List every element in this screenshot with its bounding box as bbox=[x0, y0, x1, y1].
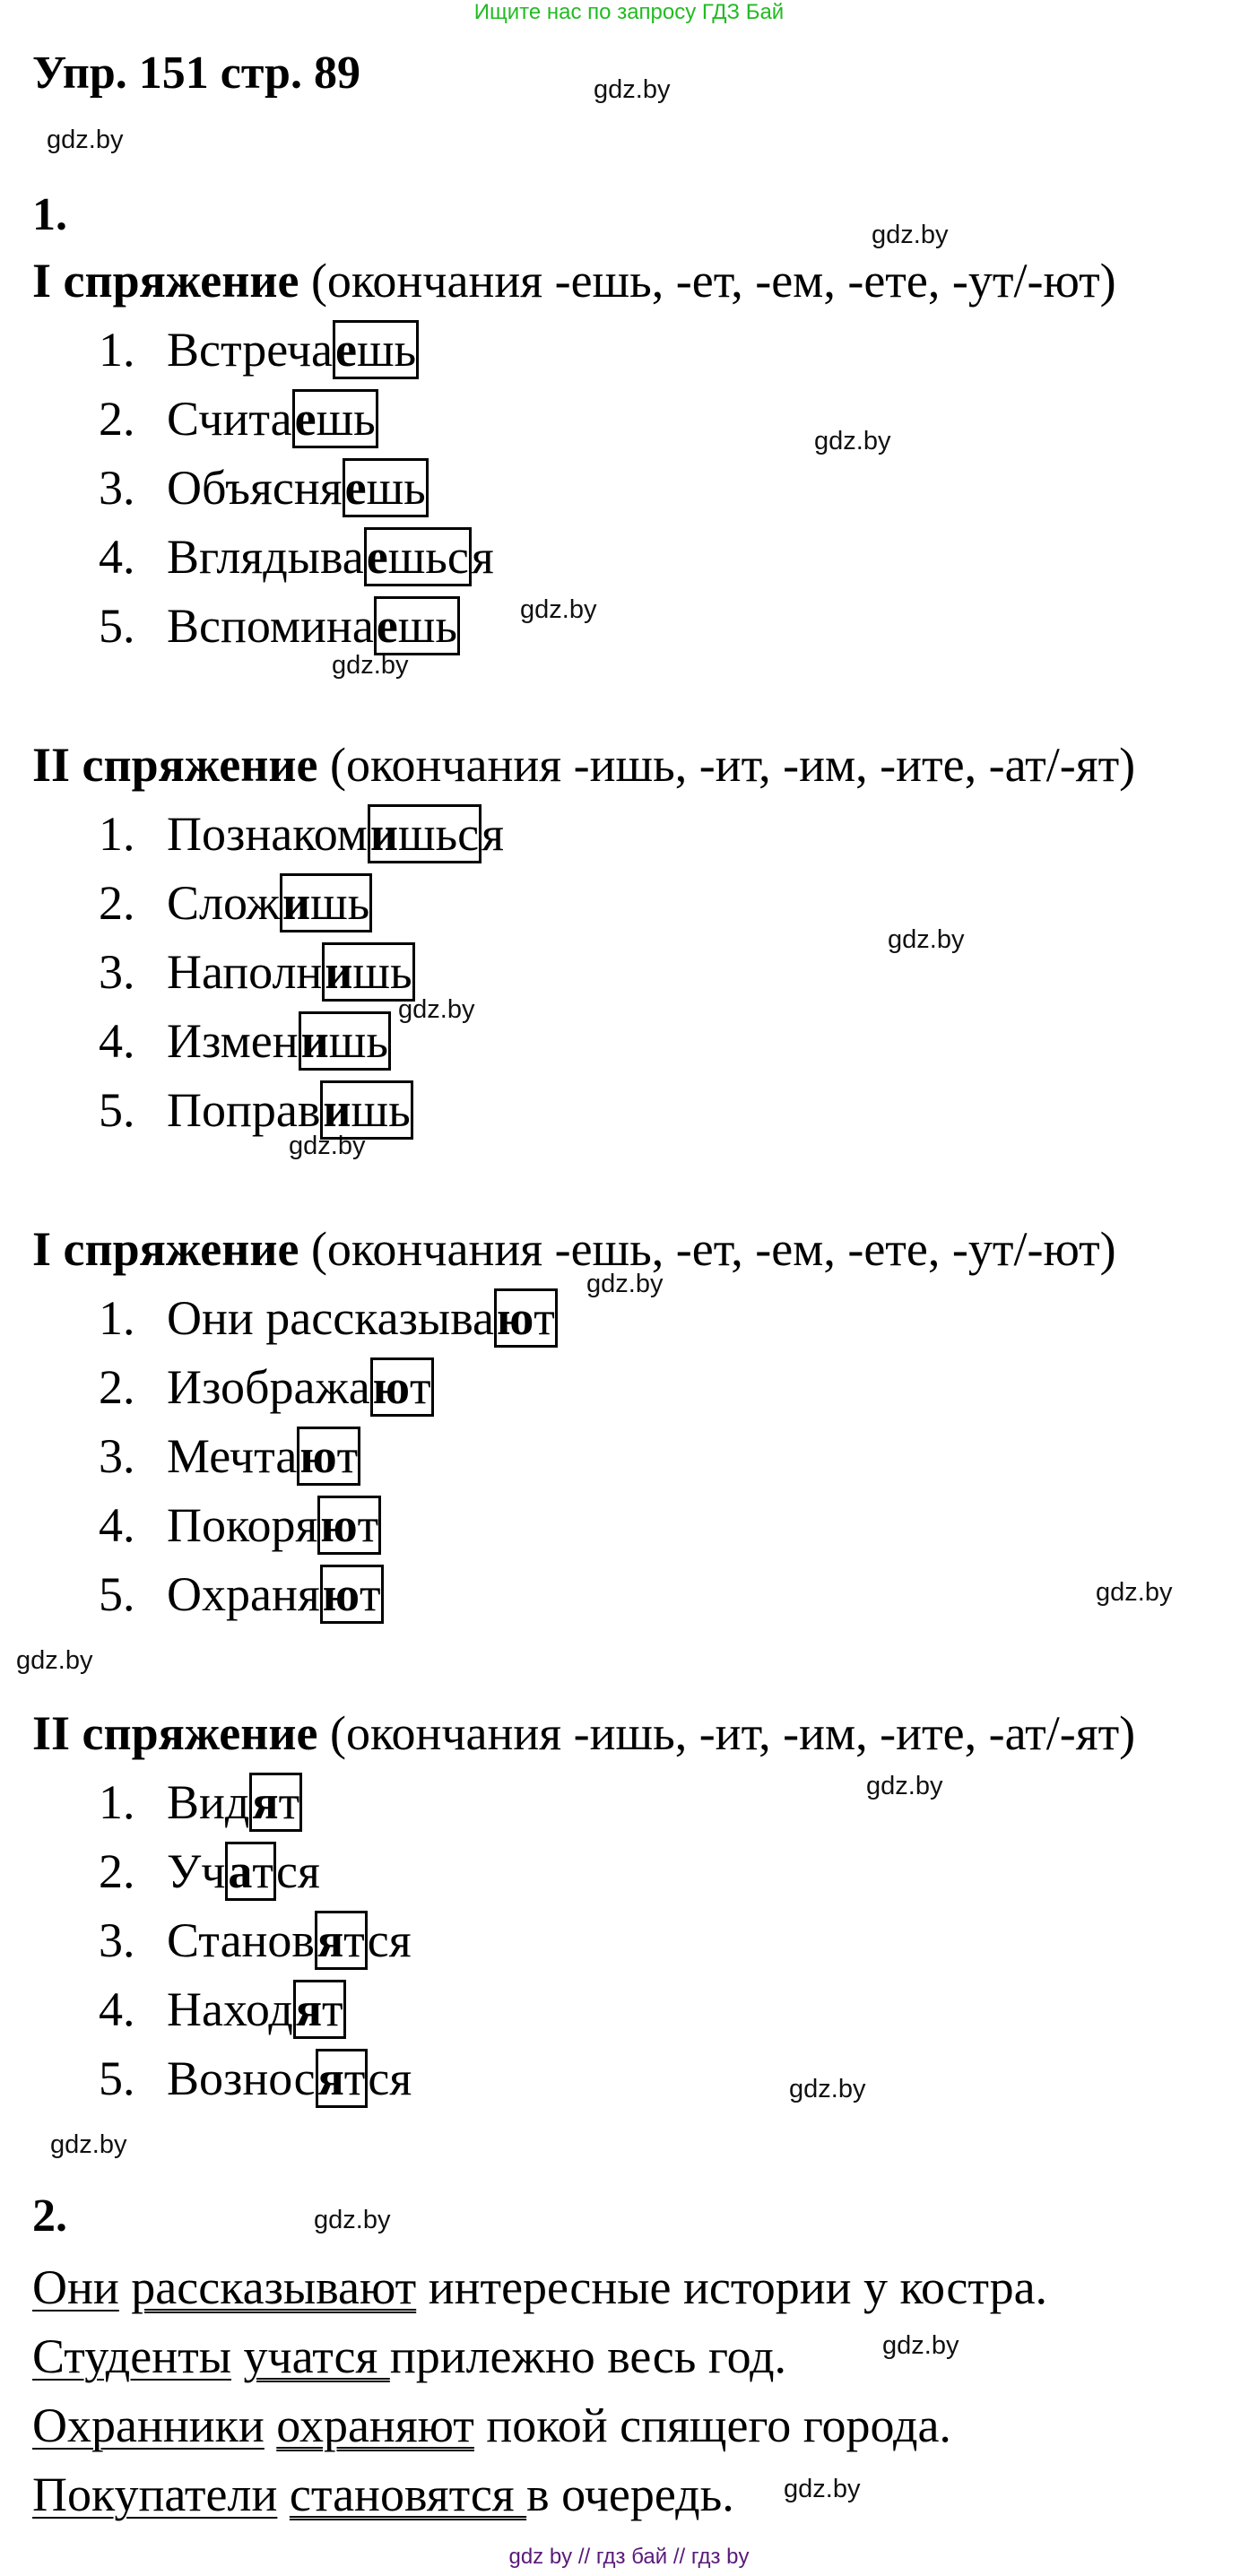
watermark: gdz.by bbox=[332, 651, 409, 680]
ending-rest: шь bbox=[366, 461, 426, 515]
item-number: 3. bbox=[99, 1913, 135, 1967]
heading-rest: (окончания -ишь, -ит, -им, -ите, -ат/-ят) bbox=[317, 1706, 1136, 1760]
ending-rest: т bbox=[336, 1429, 359, 1483]
word-stem: Познаком bbox=[167, 807, 368, 861]
sentence-predicate: охраняют bbox=[276, 2398, 474, 2452]
ending-vowel: и bbox=[369, 807, 398, 861]
ending-box bbox=[299, 1011, 391, 1071]
ending-vowel: и bbox=[282, 876, 311, 930]
watermark: gdz.by bbox=[594, 75, 671, 104]
ending-box bbox=[320, 1565, 384, 1624]
sentence-predicate: рассказывают bbox=[131, 2260, 417, 2314]
sentence-subject: Они bbox=[32, 2260, 119, 2314]
sentence bbox=[32, 2329, 786, 2384]
word-suffix: я bbox=[471, 530, 494, 584]
sentence-subject: Охранники bbox=[32, 2398, 265, 2452]
list-item bbox=[99, 806, 504, 862]
heading-bold: II спряжение bbox=[32, 1706, 318, 1760]
ending-rest: т bbox=[322, 1982, 343, 2036]
list-item bbox=[99, 1843, 320, 1899]
sentence-rest: в очередь. bbox=[526, 2468, 734, 2521]
item-number: 2. bbox=[99, 392, 135, 446]
ending-box bbox=[317, 1496, 381, 1555]
heading-rest: (окончания -ешь, -ет, -ем, -ете, -ут/-ют) bbox=[299, 1222, 1116, 1276]
sentence-subject: Студенты bbox=[32, 2329, 232, 2383]
group-heading bbox=[32, 1705, 1135, 1761]
watermark: gdz.by bbox=[866, 1772, 943, 1800]
word-stem: Вспомина bbox=[167, 599, 374, 653]
item-number: 2. bbox=[99, 876, 135, 930]
item-number: 4. bbox=[99, 1498, 135, 1552]
ending-rest: т bbox=[343, 1913, 365, 1967]
watermark: gdz.by bbox=[289, 1132, 366, 1160]
sentence bbox=[32, 2467, 734, 2522]
ending-vowel: ю bbox=[372, 1360, 410, 1414]
word-stem: Мечта bbox=[167, 1429, 298, 1483]
item-number: 5. bbox=[99, 1567, 135, 1621]
word-stem: Покоря bbox=[167, 1498, 318, 1552]
list-item bbox=[99, 1566, 384, 1622]
ending-box bbox=[293, 1980, 346, 2039]
sentence-rest: интересные истории у костра. bbox=[416, 2260, 1048, 2314]
ending-rest: шьс bbox=[387, 530, 469, 584]
heading-bold: I спряжение bbox=[32, 1222, 299, 1276]
page-title: Упр. 151 стр. 89 bbox=[32, 48, 360, 99]
list-item bbox=[99, 1082, 413, 1138]
ending-box bbox=[320, 1080, 412, 1140]
ending-rest: т bbox=[357, 1498, 379, 1552]
ending-rest: т bbox=[252, 1844, 273, 1898]
list-item bbox=[99, 1497, 381, 1553]
list-item bbox=[99, 1013, 391, 1069]
ending-box bbox=[249, 1773, 302, 1832]
ending-vowel: я bbox=[317, 1913, 344, 1967]
ending-vowel: ю bbox=[496, 1291, 534, 1345]
word-suffix: я bbox=[482, 807, 504, 861]
word-suffix: ся bbox=[368, 2051, 412, 2105]
list-item bbox=[99, 875, 372, 931]
ending-vowel: и bbox=[323, 1083, 351, 1137]
watermark: gdz.by bbox=[398, 995, 475, 1024]
watermark: gdz.by bbox=[784, 2475, 861, 2503]
list-item bbox=[99, 944, 415, 1000]
ending-box bbox=[297, 1427, 360, 1486]
ending-box bbox=[333, 320, 419, 379]
ending-vowel: е bbox=[366, 530, 388, 584]
item-number: 1. bbox=[99, 1775, 135, 1829]
item-number: 2. bbox=[99, 1360, 135, 1414]
ending-rest: шь bbox=[310, 876, 370, 930]
ending-box bbox=[292, 389, 378, 448]
list-item bbox=[99, 1774, 302, 1830]
word-stem: Измен bbox=[167, 1014, 299, 1068]
heading-bold: II спряжение bbox=[32, 738, 318, 792]
ending-vowel: а bbox=[228, 1844, 253, 1898]
ending-rest: шь bbox=[352, 945, 412, 999]
word-stem: Вознос bbox=[167, 2051, 316, 2105]
sentence-predicate: учатся bbox=[243, 2329, 390, 2383]
watermark: gdz.by bbox=[789, 2075, 866, 2103]
section-number: 1. bbox=[32, 189, 67, 240]
item-number: 4. bbox=[99, 1982, 135, 2036]
word-suffix: ся bbox=[367, 1913, 412, 1967]
watermark: gdz.by bbox=[50, 2130, 127, 2159]
item-number: 1. bbox=[99, 1291, 135, 1345]
word-stem: Слож bbox=[167, 876, 280, 930]
ending-rest: шьс bbox=[397, 807, 480, 861]
ending-box bbox=[322, 942, 414, 1002]
watermark: gdz.by bbox=[888, 925, 965, 954]
watermark: gdz.by bbox=[520, 595, 597, 624]
ending-box bbox=[343, 458, 429, 517]
item-number: 5. bbox=[99, 1083, 135, 1137]
word-stem: Вглядыва bbox=[167, 530, 364, 584]
item-number: 3. bbox=[99, 945, 135, 999]
list-item bbox=[99, 1912, 412, 1968]
group-heading bbox=[32, 1221, 1116, 1277]
group-heading bbox=[32, 737, 1135, 793]
watermark: gdz.by bbox=[814, 427, 891, 455]
item-number: 5. bbox=[99, 2051, 135, 2105]
sentence bbox=[32, 2398, 951, 2453]
ending-rest: т bbox=[534, 1291, 555, 1345]
sentence bbox=[32, 2259, 1047, 2315]
word-gap bbox=[231, 2329, 244, 2383]
word-stem: Они рассказыва bbox=[167, 1291, 494, 1345]
ending-box bbox=[374, 596, 460, 655]
item-number: 3. bbox=[99, 1429, 135, 1483]
sentence-rest: прилежно весь год. bbox=[389, 2329, 787, 2383]
word-stem: Изобража bbox=[167, 1360, 370, 1414]
watermark: gdz.by bbox=[882, 2331, 959, 2360]
word-suffix: ся bbox=[276, 1844, 320, 1898]
ending-vowel: е bbox=[294, 392, 317, 446]
ending-box bbox=[316, 2049, 369, 2108]
watermark: gdz.by bbox=[314, 2206, 391, 2234]
word-stem: Объясня bbox=[167, 461, 343, 515]
word-stem: Наход bbox=[167, 1982, 293, 2036]
word-stem: Охраня bbox=[167, 1567, 320, 1621]
ending-rest: т bbox=[410, 1360, 431, 1414]
ending-rest: шь bbox=[316, 392, 376, 446]
word-gap bbox=[265, 2398, 277, 2452]
list-item bbox=[99, 322, 419, 377]
ending-vowel: е bbox=[344, 461, 367, 515]
word-stem: Наполн bbox=[167, 945, 323, 999]
sentence-predicate: становятся bbox=[289, 2468, 527, 2521]
ending-rest: т bbox=[343, 2051, 366, 2105]
section-number: 2. bbox=[32, 2190, 67, 2242]
ending-box bbox=[280, 873, 372, 932]
list-item bbox=[99, 598, 460, 654]
watermark: gdz.by bbox=[586, 1270, 664, 1298]
ending-box bbox=[368, 804, 482, 863]
ending-rest: шь bbox=[356, 323, 417, 377]
ending-vowel: ю bbox=[320, 1498, 358, 1552]
word-stem: Уч bbox=[167, 1844, 226, 1898]
item-number: 4. bbox=[99, 530, 135, 584]
word-stem: Счита bbox=[167, 392, 292, 446]
heading-rest: (окончания -ешь, -ет, -ем, -ете, -ут/-ют) bbox=[299, 254, 1116, 308]
ending-box bbox=[225, 1842, 276, 1901]
item-number: 1. bbox=[99, 323, 135, 377]
list-item bbox=[99, 460, 429, 516]
item-number: 5. bbox=[99, 599, 135, 653]
ending-vowel: и bbox=[325, 945, 353, 999]
list-item bbox=[99, 529, 494, 585]
word-gap bbox=[277, 2468, 290, 2521]
ending-vowel: е bbox=[335, 323, 357, 377]
list-item bbox=[99, 1359, 434, 1415]
list-item bbox=[99, 1428, 360, 1484]
list-item bbox=[99, 1290, 558, 1346]
sentence-rest: покой спящего города. bbox=[473, 2398, 951, 2452]
ending-box bbox=[315, 1911, 368, 1970]
list-item bbox=[99, 391, 378, 447]
ending-rest: т bbox=[359, 1567, 381, 1621]
watermark: gdz.by bbox=[16, 1646, 93, 1675]
ending-vowel: и bbox=[300, 1014, 329, 1068]
ending-vowel: я bbox=[295, 1982, 323, 2036]
list-item bbox=[99, 1982, 346, 2037]
ending-vowel: ю bbox=[322, 1567, 360, 1621]
ending-vowel: я bbox=[252, 1775, 279, 1829]
footer-watermark: gdz by // гдз бай // гдз by bbox=[508, 2545, 750, 2569]
word-stem: Поправ bbox=[167, 1083, 321, 1137]
heading-rest: (окончания -ишь, -ит, -им, -ите, -ат/-ят) bbox=[317, 738, 1136, 792]
ending-rest: т bbox=[278, 1775, 300, 1829]
ending-rest: шь bbox=[397, 599, 457, 653]
word-gap bbox=[119, 2260, 132, 2314]
top-banner: Ищите нас по запросу ГДЗ Бай bbox=[473, 0, 785, 24]
ending-rest: шь bbox=[351, 1083, 411, 1137]
list-item bbox=[99, 2051, 412, 2106]
ending-vowel: я bbox=[317, 2051, 344, 2105]
ending-vowel: ю bbox=[299, 1429, 337, 1483]
ending-box bbox=[370, 1357, 434, 1417]
watermark: gdz.by bbox=[47, 126, 124, 154]
sentence-subject: Покупатели bbox=[32, 2468, 278, 2521]
watermark: gdz.by bbox=[872, 221, 949, 249]
ending-vowel: е bbox=[376, 599, 398, 653]
item-number: 2. bbox=[99, 1844, 135, 1898]
ending-rest: шь bbox=[328, 1014, 388, 1068]
word-stem: Вид bbox=[167, 1775, 250, 1829]
word-stem: Станов bbox=[167, 1913, 315, 1967]
item-number: 3. bbox=[99, 461, 135, 515]
watermark: gdz.by bbox=[1096, 1578, 1173, 1607]
ending-box bbox=[364, 527, 472, 586]
group-heading bbox=[32, 253, 1116, 308]
item-number: 1. bbox=[99, 807, 135, 861]
ending-box bbox=[494, 1288, 558, 1348]
word-stem: Встреча bbox=[167, 323, 333, 377]
heading-bold: I спряжение bbox=[32, 254, 299, 308]
item-number: 4. bbox=[99, 1014, 135, 1068]
